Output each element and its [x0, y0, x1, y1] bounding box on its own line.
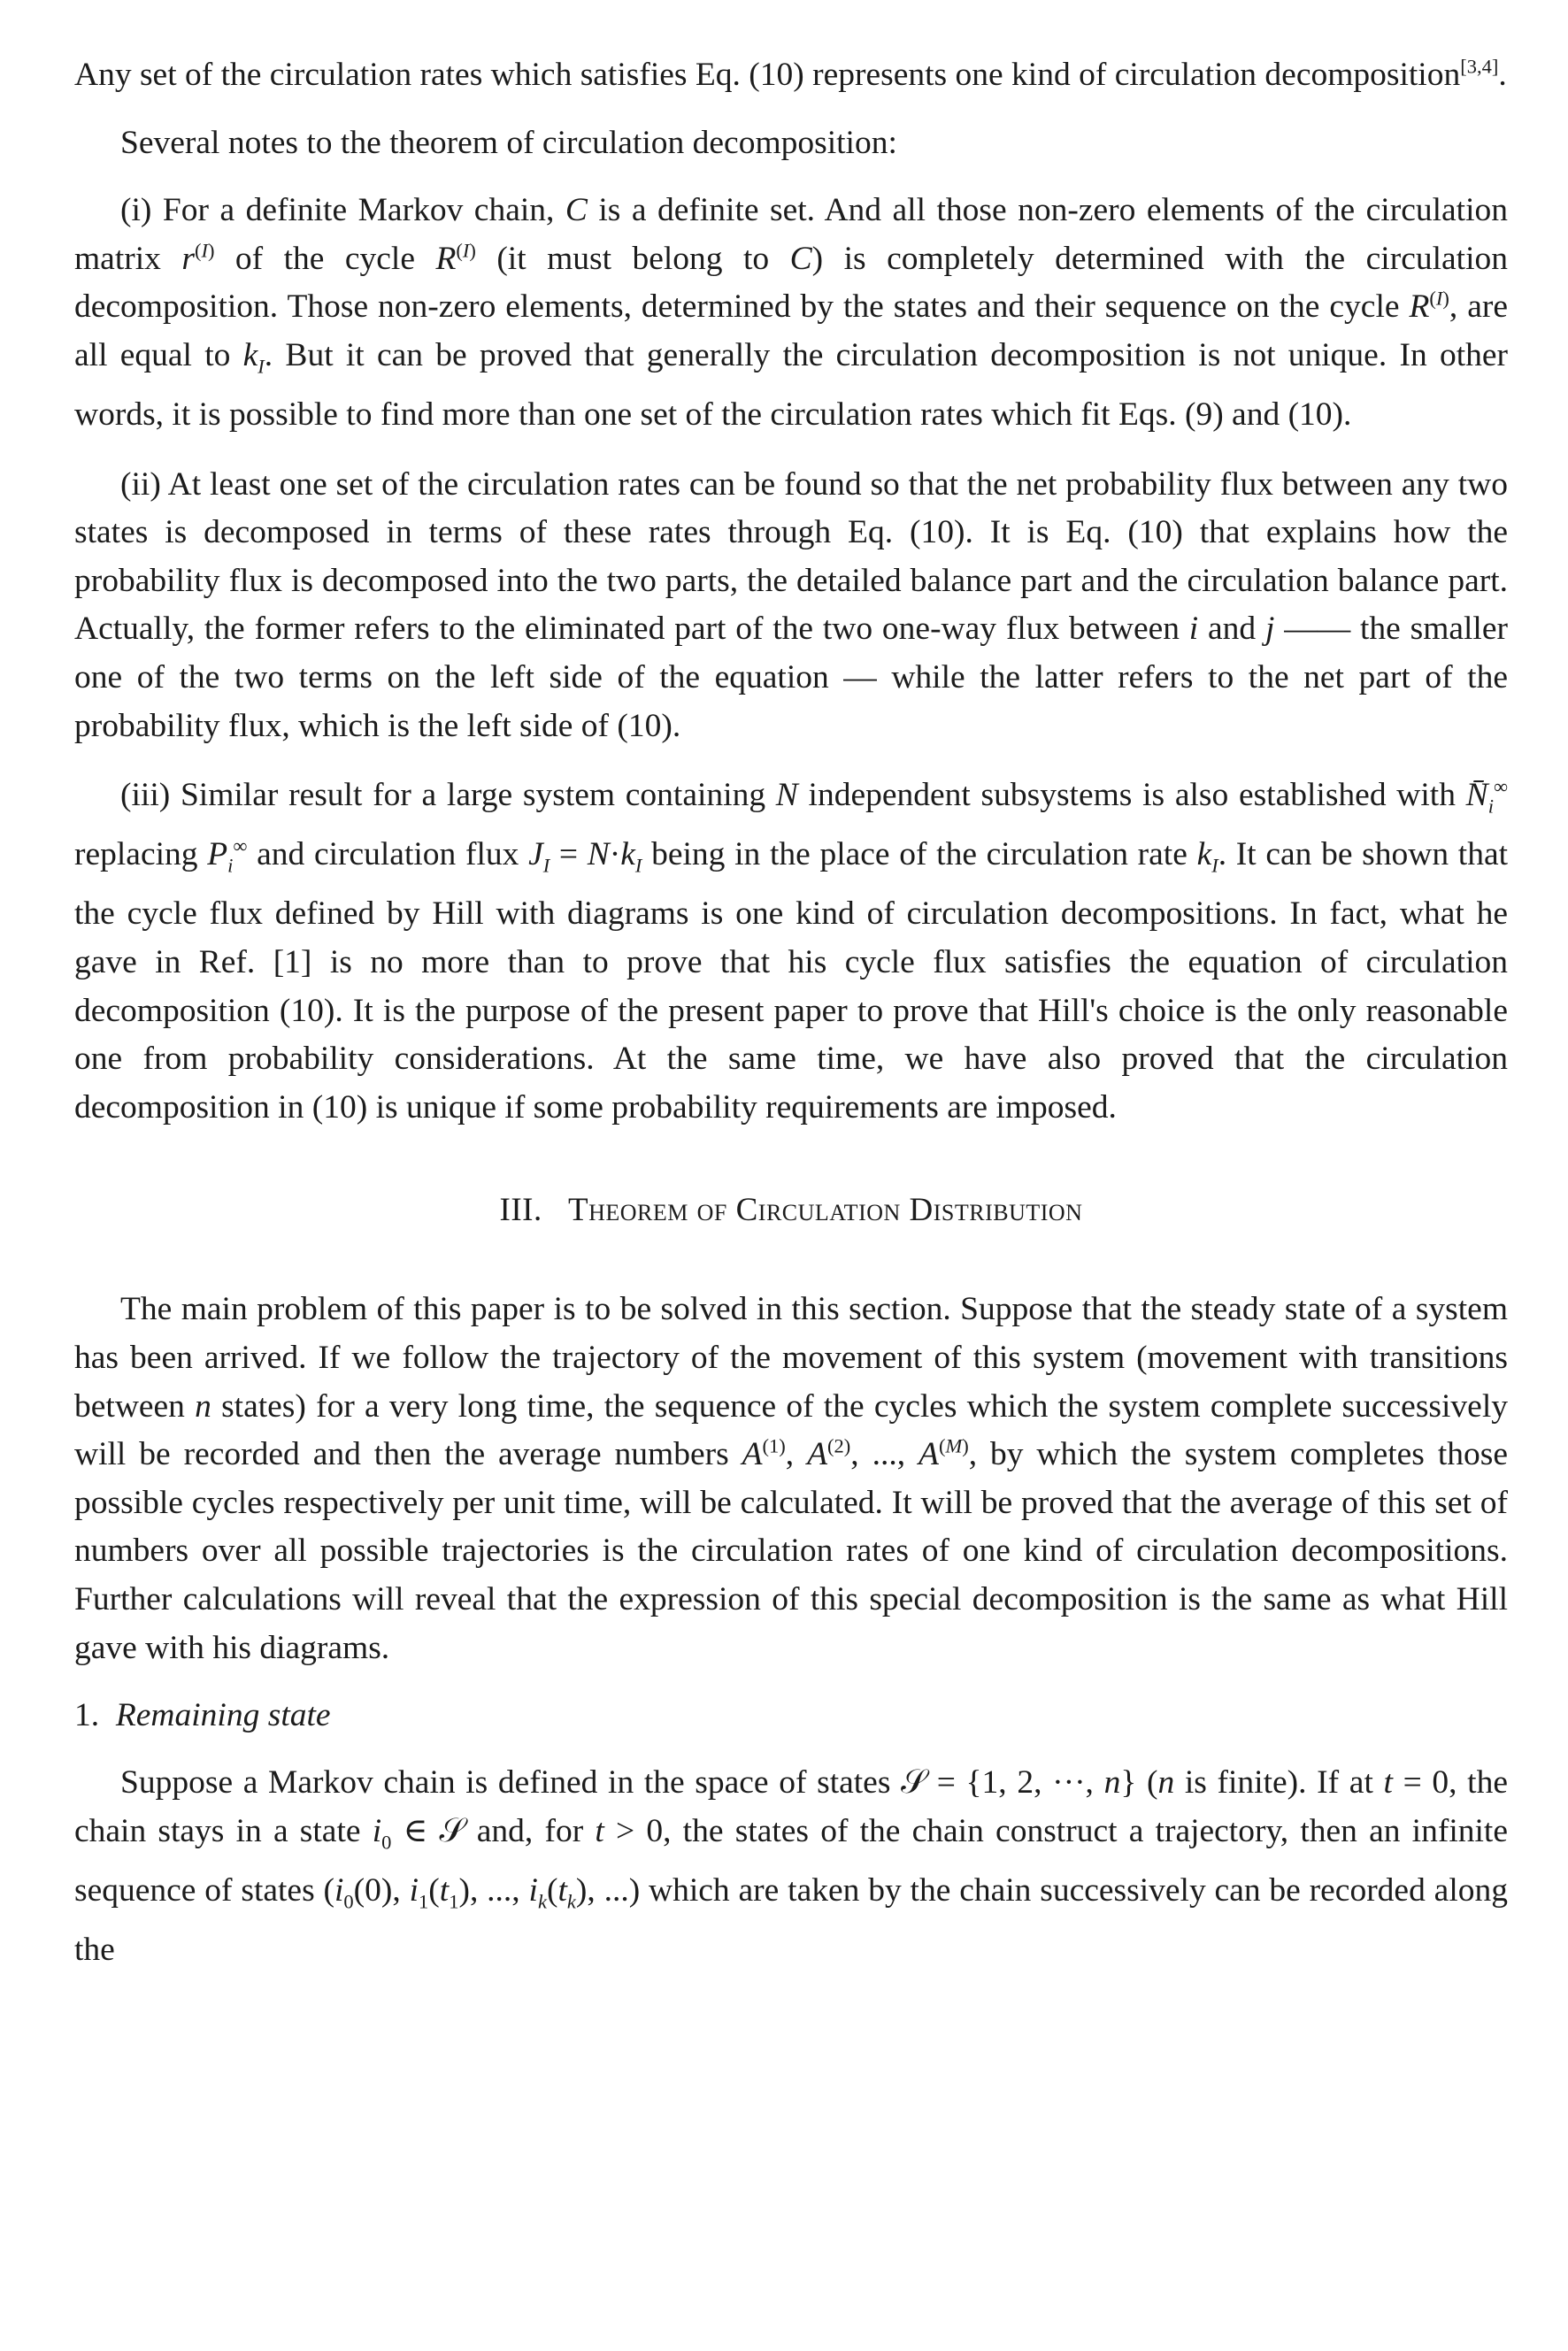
- paragraph-note-iii: (iii) Similar result for a large system containing N independent subsystems is also established with $N̄_i^\infty$ replacing $P_i^\infty$ and circulation flux $J_I = N\cdot k_I$ being in the place of the circulation rate $k_I$. It can be shown that the cycle flux defined by Hill with diagrams is one kind of circulation decompositions. In fact, what he gave in Ref. [1] is no more than to prove that his cycle flux satisfies the equation of circulation decomposition (10). It is the purpose of the present paper to prove that Hill's choice is the only reasonable one from probability considerations. At the same time, we have also proved that the circulation decomposition in (10) is unique if some probability requirements are imposed.: [74, 775, 1509, 1126]
- section-heading: [74, 1187, 1508, 1234]
- paragraph-circulation-definition: Any set of the circulation rates which satisfies Eq. (10) represents one kind of circulation decomposition[3,4].: [74, 55, 1507, 93]
- citation-3-4: [3,4]: [1460, 55, 1499, 78]
- paragraph-notes-intro: Several notes to the theorem of circulation decomposition:: [120, 124, 897, 161]
- subsection-title: Remaining state: [115, 1697, 331, 1734]
- paper-page: [74, 51, 1508, 1975]
- subsection-heading: [74, 1692, 1508, 1740]
- paragraph-markov-chain: Suppose a Markov chain is defined in the space of states 𝒮 = {1, 2, ···, n} (n is finite). If at t = 0, the chain stays in a state $i_0$ ∈ 𝒮 and, for t > 0, the states of the chain construct a trajectory, then an infinite sequence of states ($i_0(0)$, $i_1(t_1)$, ..., $i_k(t_k)$, ...) which are taken by the chain successively can be recorded along the: [74, 1764, 1508, 1968]
- subsection-number: 1.: [74, 1697, 100, 1734]
- paragraph-note-i: (i) For a definite Markov chain, C is a definite set. And all those non-zero elements of the circulation matrix $r^{(I)}$ of the cycle $R^{(I)}$ (it must belong to C) is completely determined with the circulation decomposition. Those non-zero elements, determined by the states and their sequence on the cycle $R^{(I)}$, are all equal to $k_I$. But it can be proved that generally the circulation decomposition is not unique. In other words, it is possible to find more than one set of the circulation rates which fit Eqs. (9) and (10).: [74, 192, 1509, 434]
- paragraph-main-problem: The main problem of this paper is to be solved in this section. Suppose that the steady state of a system has been arrived. If we follow the trajectory of the movement of this system (movement with transitions between n states) for a very long time, the sequence of the cycles which the system complete successively will be recorded and then the average numbers $A^{(1)}$, $A^{(2)}$, ..., $A^{(M)}$, by which the system completes those possible cycles respectively per unit time, will be calculated. It will be proved that the average of this set of numbers over all possible trajectories is the circulation rates of one kind of circulation decompositions. Further calculations will reveal that the expression of this special decomposition is the same as what Hill gave with his diagrams.: [74, 1291, 1508, 1666]
- section-title: Theorem of Circulation Distribution: [568, 1192, 1083, 1229]
- paragraph-note-ii: (ii) At least one set of the circulation rates can be found so that the net probability flux between any two states is decomposed in terms of these rates through Eq. (10). It is Eq. (10) that explains how the probability flux is decomposed into the two parts, the detailed balance part and the circulation balance part. Actually, the former refers to the eliminated part of the two one-way flux between i and j —— the smaller one of the two terms on the left side of the equation — while the latter refers to the net part of the probability flux, which is the left side of (10).: [74, 465, 1508, 744]
- section-number: III.: [499, 1192, 542, 1229]
